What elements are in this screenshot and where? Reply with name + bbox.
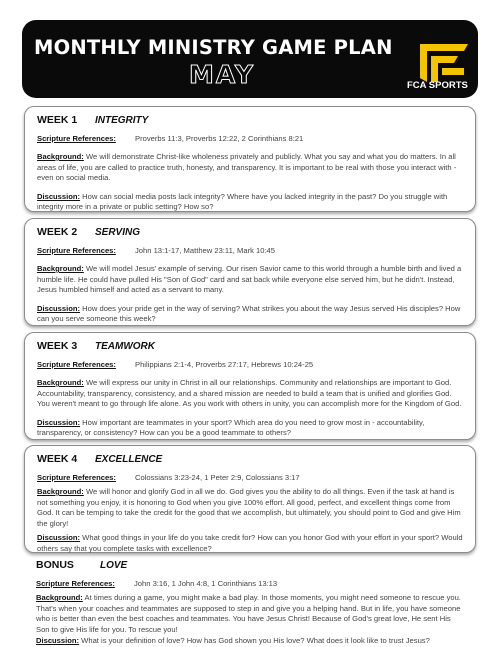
week-theme: SERVING	[95, 227, 141, 238]
background-label: Background:	[37, 264, 84, 273]
discussion-paragraph	[37, 418, 463, 439]
week-theme: EXCELLENCE	[95, 454, 163, 465]
scripture-refs: John 13:1-17, Matthew 23:11, Mark 10:45	[135, 246, 276, 255]
scripture-label: Scripture References:	[37, 360, 116, 369]
background-paragraph	[36, 593, 464, 635]
background-text: We will honor and glorify God in all we do. God gives you the ability to do all things. Even if the task at hand is not something you enjoy, it is honoring to God when you give 100% effort. All good, perfect, and excellent things come from God. It can be temping to take the credit for the good that we accomplish, but ultimately, you should point to God and give Him the glory!	[37, 487, 461, 528]
discussion-paragraph	[37, 192, 463, 213]
month-title: MAY	[189, 60, 255, 89]
bonus-label: BONUS	[36, 559, 74, 571]
discussion-paragraph	[37, 533, 463, 554]
discussion-text: How can social media posts lack integrity? Where have you lacked integrity in the past? Do you struggle with integrity more in a private or public setting? How so?	[37, 191, 448, 212]
scripture-label: Scripture References:	[37, 473, 116, 482]
scripture-refs: Proverbs 11:3, Proverbs 12:22, 2 Corinthians 8:21	[135, 134, 304, 143]
background-paragraph	[37, 378, 463, 410]
scripture-label: Scripture References:	[37, 246, 116, 255]
background-label: Background:	[37, 487, 84, 496]
discussion-label: Discussion:	[37, 191, 81, 201]
week-card-3	[24, 332, 476, 440]
bonus-section	[24, 559, 476, 647]
background-paragraph	[37, 152, 463, 184]
background-label: Background:	[37, 152, 84, 161]
discussion-label: Discussion:	[37, 533, 81, 543]
discussion-text: What good things in your life do you take credit for? How can you honor God with your effort in your sport? Would others say that you complete tasks with excellence?	[37, 533, 463, 553]
header-banner	[22, 20, 478, 98]
scripture-label: Scripture References:	[37, 134, 116, 143]
week-label: WEEK 4	[37, 453, 78, 465]
bonus-theme: LOVE	[100, 560, 128, 571]
discussion-text: How important are teammates in your sport? Which area do you need to grow most in - accountability, transparency, or consistency? How can you be a good teammate to others?	[37, 417, 425, 438]
week-card-1	[24, 106, 476, 212]
week-label: WEEK 2	[37, 226, 78, 238]
background-text: We will model Jesus' example of serving. Our risen Savior came to this world through a humble birth and lived a humble life. He could have pulled His "Son of God" card and sat back while everyone else served him, but he didn't. Instead, Jesus humbled himself and acted as a servant to many.	[37, 264, 462, 295]
week-card-4	[24, 445, 476, 553]
scripture-refs: Philippians 2:1-4, Proverbs 27:17, Hebrews 10:24-25	[135, 360, 314, 369]
background-text: At times during a game, you might make a bad play. In those moments, you might need someone to rescue you. That's when your coaches and teammates are supposed to step in and give you a helping hand. But in life, you have someone who is better than even the best coaches and teammates. You have Jesus Christ! Because of God's great love, He sent His Son to give His life for you. To rescue you!	[36, 593, 461, 634]
background-label: Background:	[36, 593, 83, 602]
discussion-paragraph	[37, 304, 463, 325]
week-theme: TEAMWORK	[95, 341, 155, 352]
background-text: We will demonstrate Christ-like wholeness privately and publicly. What you say and what you do matters. In all areas of life, you are called to practice truth, honesty, and transparency. It is important to be real with those you interact with - even on social media.	[37, 152, 457, 183]
logo-text: FCA SPORTS	[407, 80, 468, 91]
page-title: MONTHLY MINISTRY GAME PLAN	[34, 36, 393, 59]
discussion-label: Discussion:	[37, 303, 81, 313]
discussion-text: What is your definition of love? How has God shown you His love? What does it look like to trust Jesus?	[81, 636, 430, 646]
scripture-refs: John 3:16, 1 John 4:8, 1 Corinthians 13:13	[134, 579, 278, 588]
scripture-label: Scripture References:	[36, 579, 115, 588]
discussion-text: How does your pride get in the way of serving? What strikes you about the way Jesus served His disciples? How can you serve someone this week?	[37, 303, 461, 324]
scripture-refs: Colossians 3:23-24, 1 Peter 2:9, Colossians 3:17	[135, 473, 300, 482]
week-label: WEEK 1	[37, 114, 78, 126]
discussion-label: Discussion:	[36, 636, 80, 646]
background-paragraph	[37, 487, 463, 529]
background-label: Background:	[37, 378, 84, 387]
discussion-paragraph	[36, 636, 464, 647]
discussion-label: Discussion:	[37, 417, 81, 427]
week-theme: INTEGRITY	[95, 115, 149, 126]
week-card-2	[24, 218, 476, 326]
week-label: WEEK 3	[37, 340, 78, 352]
background-text: We will express our unity in Christ in all our relationships. Community and relationships are important to God. Accountability, transparency, consistency, and a shared mission are needed to build a team that is unified and glorifies God. You weren't meant to go through life alone. As you work with others in unity, you can accomplish more for the Kingdom of God.	[37, 378, 462, 409]
background-paragraph	[37, 264, 463, 296]
